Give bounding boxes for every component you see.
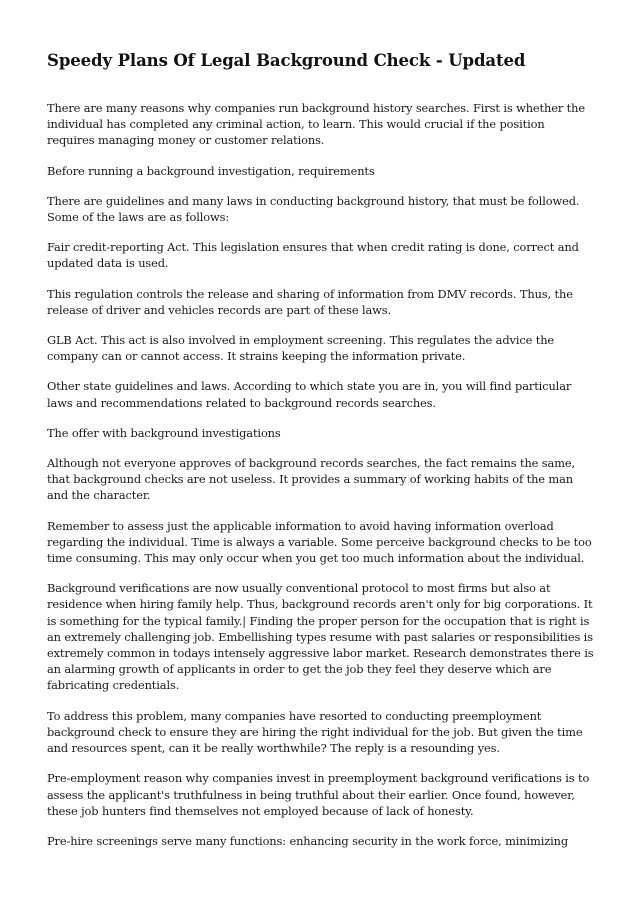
paragraph-10: Remember to assess just the applicable information to avoid having information overload regarding the individual. Time is always a variable. Some perceive background checks to be too time consuming. This may only occur when you get too much information about the individual. [47,518,592,566]
paragraph-6: GLB Act. This act is also involved in employment screening. This regulates the advice the company can or cannot access. It strains keeping the information private. [47,333,555,364]
paragraph-4: Fair credit-reporting Act. This legislation ensures that when credit rating is done, correct and updated data is used. [47,240,579,271]
paragraph-12: To address this problem, many companies have resorted to conducting preemployment background check to ensure they are hiring the right individual for the job. But given the time and resources spent, can it be really worthwhile? The reply is a resounding yes. [47,708,583,756]
paragraph-3: There are guidelines and many laws in conducting background history, that must be followed. Some of the laws are as follows: [47,193,580,225]
paragraph-7: Other state guidelines and laws. According to which state you are in, you will find particular laws and recommendations related to background records searches. [47,379,572,410]
paragraph-9: Although not everyone approves of background records searches, the fact remains the same, that background checks are not useless. It provides a summary of working habits of the man and the character. [47,456,575,503]
paragraph-1: There are many reasons why companies run background history searches. First is whether the individual has completed any criminal action, to learn. This would crucial if the position requires managing money or customer relations. [47,101,585,148]
paragraph-5: This regulation controls the release and sharing of information from DMV records. Thus, the release of driver and vehicles records are part of these laws. [47,286,573,317]
document-page [47,50,595,863]
paragraph-13: Pre-employment reason why companies invest in preemployment background verifications is to assess the applicant's truthfulness in being truthful about their earlier. Once found, however, these job hunters find themselves not employed because of lack of honesty. [47,771,590,818]
document-title: Speedy Plans Of Legal Background Check - Updated [47,51,526,70]
paragraph-14: Pre-hire screenings serve many functions: enhancing security in the work force, minimizing [47,833,569,848]
paragraph-2: Before running a background investigation, requirements [47,163,375,178]
paragraph-11: Background verifications are now usually conventional protocol to most firms but also at residence when hiring family help. Thus, background records aren't only for big corporations. It is something for the typical family.| Finding the proper person for the occupation that is right is an extremely challenging job. Embellishing types resume with past salaries or responsibilities is extremely common in todays intensely aggressive labor market. Research demonstrates there is an alarming growth of applicants in order to get the job they feel they deserve which are fabricating credentials. [47,581,594,693]
paragraph-8: The offer with background investigations [47,425,281,440]
